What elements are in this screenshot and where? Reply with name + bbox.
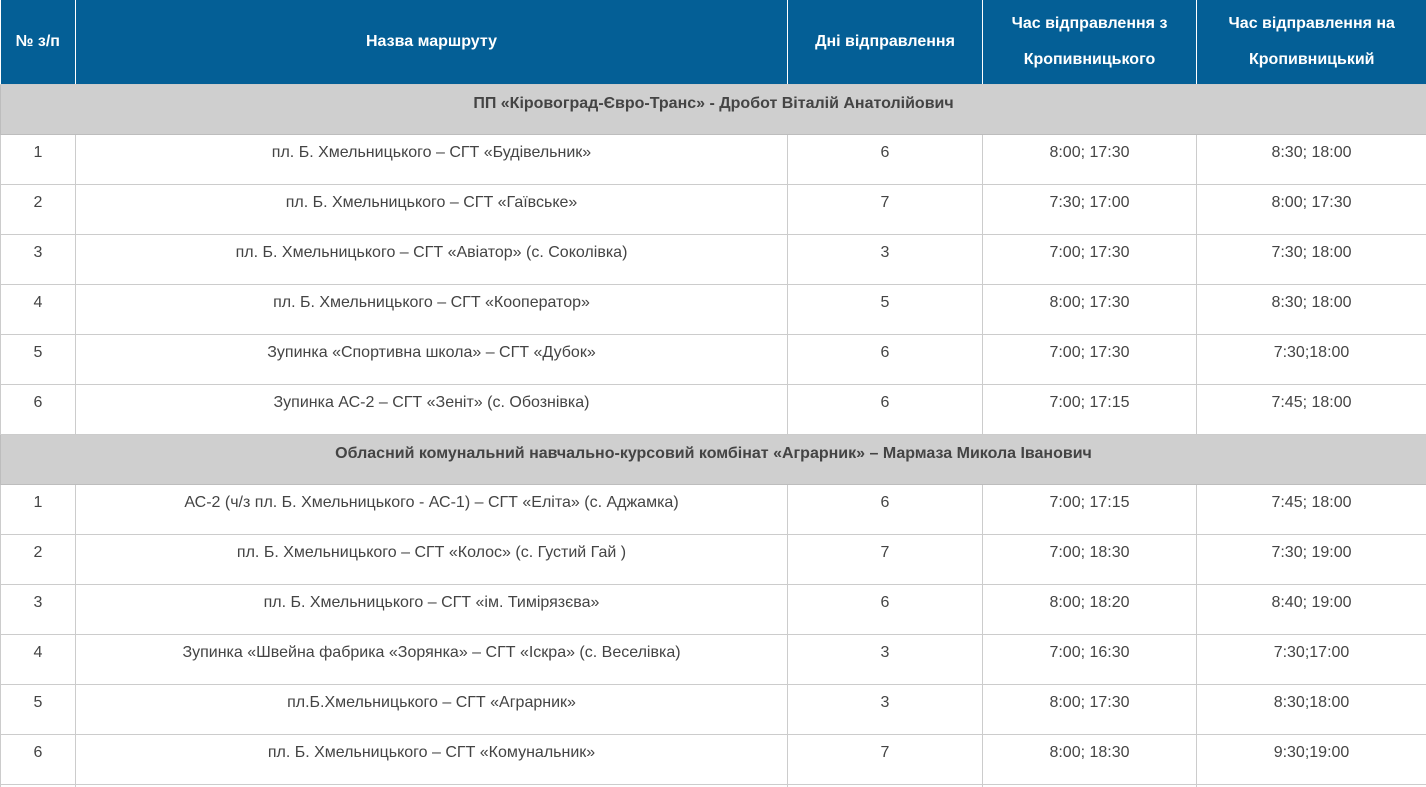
table-row [1, 634, 1426, 684]
cell-route: пл. Б. Хмельницького – СГТ «Комунальник» [76, 734, 788, 784]
cell-dep-from: 8:00; 18:30 [983, 734, 1197, 784]
cell-dep-to: 7:45; 18:00 [1197, 484, 1426, 534]
table-row [1, 734, 1426, 784]
cell-num: 2 [1, 534, 76, 584]
group-title: ПП «Кіровоград-Євро-Транс» - Дробот Віталій Анатолійович [1, 84, 1426, 134]
table-body [1, 84, 1426, 787]
cell-dep-from: 8:00; 17:30 [983, 134, 1197, 184]
cell-dep-to: 8:30; 18:00 [1197, 284, 1426, 334]
cell-dep-to: 8:30;18:00 [1197, 684, 1426, 734]
cell-num: 2 [1, 184, 76, 234]
header-route: Назва маршруту [76, 0, 788, 84]
cell-days: 7 [788, 534, 983, 584]
cell-dep-to: 8:40; 19:00 [1197, 584, 1426, 634]
header-row [1, 0, 1426, 84]
table-row [1, 334, 1426, 384]
cell-days: 7 [788, 734, 983, 784]
table-row [1, 484, 1426, 534]
header-dep-from: Час відправлення з Кропивницького [983, 0, 1197, 84]
cell-days: 3 [788, 634, 983, 684]
cell-days: 3 [788, 684, 983, 734]
group-row [1, 434, 1426, 484]
table-header [1, 0, 1426, 84]
cell-days: 3 [788, 234, 983, 284]
cell-num: 4 [1, 634, 76, 684]
cell-dep-from: 7:00; 17:30 [983, 334, 1197, 384]
cell-dep-to: 7:30; 19:00 [1197, 534, 1426, 584]
cell-route: Зупинка «Швейна фабрика «Зорянка» – СГТ «Іскра» (с. Веселівка) [76, 634, 788, 684]
cell-days: 6 [788, 384, 983, 434]
table-row [1, 584, 1426, 634]
table-row [1, 184, 1426, 234]
cell-dep-to: 9:30;19:00 [1197, 734, 1426, 784]
cell-route: Зупинка АС-2 – СГТ «Зеніт» (с. Обознівка) [76, 384, 788, 434]
cell-num: 1 [1, 484, 76, 534]
cell-num: 4 [1, 284, 76, 334]
cell-dep-to: 7:30;18:00 [1197, 334, 1426, 384]
table-row [1, 134, 1426, 184]
cell-dep-to: 8:30; 18:00 [1197, 134, 1426, 184]
table-row [1, 684, 1426, 734]
cell-num: 6 [1, 734, 76, 784]
cell-dep-to: 7:30; 18:00 [1197, 234, 1426, 284]
cell-route: пл. Б. Хмельницького – СГТ «Авіатор» (с. Соколівка) [76, 234, 788, 284]
cell-num: 5 [1, 684, 76, 734]
cell-dep-from: 7:00; 17:30 [983, 234, 1197, 284]
cell-days: 5 [788, 284, 983, 334]
cell-dep-to: 8:00; 17:30 [1197, 184, 1426, 234]
table-row [1, 234, 1426, 284]
cell-dep-from: 8:00; 17:30 [983, 684, 1197, 734]
cell-route: Зупинка «Спортивна школа» – СГТ «Дубок» [76, 334, 788, 384]
cell-days: 7 [788, 184, 983, 234]
table-row [1, 534, 1426, 584]
table-row [1, 284, 1426, 334]
cell-dep-from: 8:00; 17:30 [983, 284, 1197, 334]
cell-dep-to: 7:30;17:00 [1197, 634, 1426, 684]
cell-num: 3 [1, 234, 76, 284]
cell-num: 6 [1, 384, 76, 434]
table-row [1, 384, 1426, 434]
cell-dep-from: 7:00; 17:15 [983, 384, 1197, 434]
cell-dep-from: 7:30; 17:00 [983, 184, 1197, 234]
cell-days: 6 [788, 334, 983, 384]
cell-dep-to: 7:45; 18:00 [1197, 384, 1426, 434]
group-title: Обласний комунальний навчально-курсовий комбінат «Аграрник» – Мармаза Микола Іванович [1, 434, 1426, 484]
cell-dep-from: 8:00; 18:20 [983, 584, 1197, 634]
cell-route: пл.Б.Хмельницького – СГТ «Аграрник» [76, 684, 788, 734]
cell-dep-from: 7:00; 18:30 [983, 534, 1197, 584]
cell-dep-from: 7:00; 17:15 [983, 484, 1197, 534]
cell-route: пл. Б. Хмельницького – СГТ «Колос» (с. Густий Гай ) [76, 534, 788, 584]
cell-dep-from: 7:00; 16:30 [983, 634, 1197, 684]
cell-route: пл. Б. Хмельницького – СГТ «Будівельник» [76, 134, 788, 184]
cell-num: 1 [1, 134, 76, 184]
cell-route: пл. Б. Хмельницького – СГТ «ім. Тимірязєва» [76, 584, 788, 634]
cell-num: 5 [1, 334, 76, 384]
cell-days: 6 [788, 134, 983, 184]
cell-route: пл. Б. Хмельницького – СГТ «Кооператор» [76, 284, 788, 334]
header-dep-to: Час відправлення на Кропивницький [1197, 0, 1426, 84]
cell-days: 6 [788, 584, 983, 634]
cell-route: пл. Б. Хмельницького – СГТ «Гаївське» [76, 184, 788, 234]
cell-num: 3 [1, 584, 76, 634]
cell-days: 6 [788, 484, 983, 534]
header-num: № з/п [1, 0, 76, 84]
cell-route: АС-2 (ч/з пл. Б. Хмельницького - АС-1) – СГТ «Еліта» (с. Аджамка) [76, 484, 788, 534]
header-days: Дні відправлення [788, 0, 983, 84]
group-row [1, 84, 1426, 134]
